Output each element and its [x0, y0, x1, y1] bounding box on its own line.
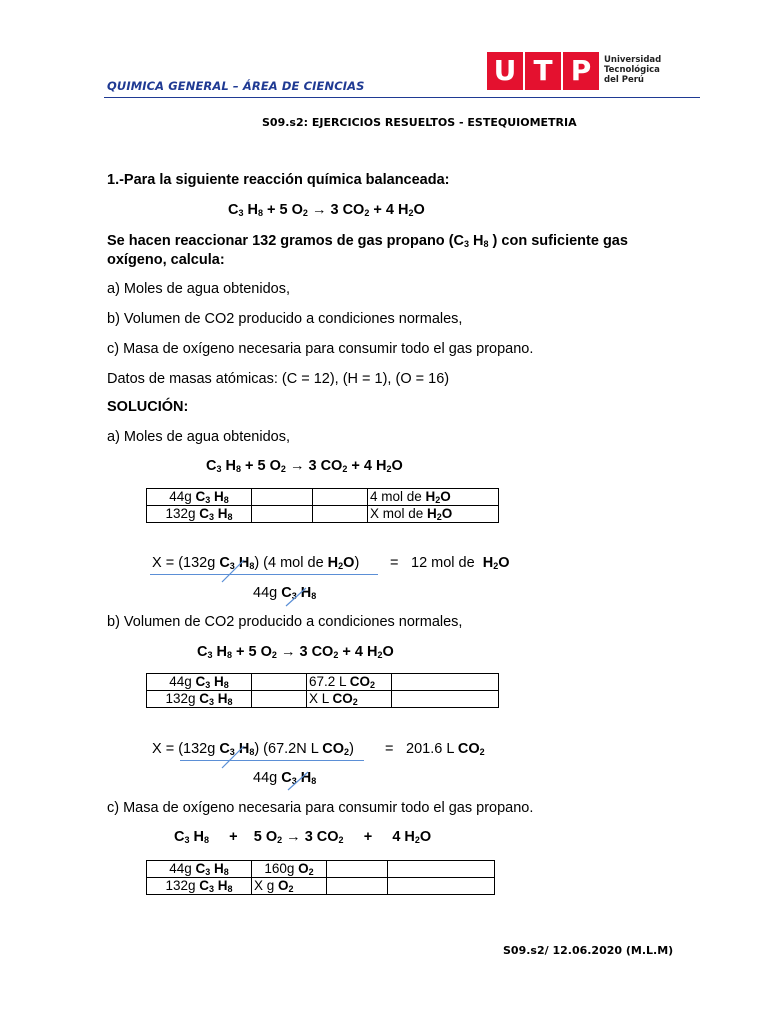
logo-letter-u: U [487, 52, 523, 90]
table-cell [252, 691, 307, 708]
problem-item-b: b) Volumen de CO2 producido a condiciones normales, [107, 311, 463, 327]
stoichiometry-table-c [146, 860, 495, 895]
table-cell: 67.2 L $CO_2$ [307, 674, 392, 691]
table-cell [313, 506, 368, 523]
result-b-equals: = [385, 741, 394, 757]
table-cell: X g $O_2$ [252, 878, 327, 895]
result-b-numerator: X = (132g $C_3$ $H_8$) (67.2N L $CO_2$) [152, 741, 354, 757]
table-cell [313, 489, 368, 506]
table-cell [252, 506, 313, 523]
table-cell: 160g $O_2$ [252, 861, 327, 878]
problem-statement: Se hacen reaccionar 132 gramos de gas propano ($C_3$ $H_8$ ) con suficiente gas oxígeno, calcula: [107, 233, 628, 268]
table-cell [327, 878, 388, 895]
header-divider [104, 97, 700, 98]
table-cell: 44g $C_3$ $H_8$ [147, 861, 252, 878]
atomic-masses: Datos de masas atómicas: (C = 12), (H = 1), (O = 16) [107, 371, 450, 387]
utp-logo [487, 52, 667, 92]
table-cell [252, 674, 307, 691]
table-row [147, 674, 499, 691]
table-cell [252, 489, 313, 506]
cancel-mark-a2 [284, 584, 314, 614]
table-cell [392, 691, 499, 708]
problem-item-a: a) Moles de agua obtenidos, [107, 281, 290, 297]
result-a-equals: = [390, 555, 399, 571]
logo-letter-t: T [525, 52, 561, 90]
table-cell [327, 861, 388, 878]
footer-reference: S09.s2/ 12.06.2020 (M.L.M) [503, 944, 674, 957]
result-b-value: 201.6 L $CO_2$ [406, 741, 485, 757]
solution-part-b-label: b) Volumen de CO2 producido a condiciones normales, [107, 614, 463, 630]
cancel-mark-b2 [286, 768, 316, 798]
reaction-equation-b: $C_3$ $H_8 + 5$ $O_2 \to 3$ $CO_2 + 4$ $H_2O$ [197, 644, 394, 660]
table-cell: X L $CO_2$ [307, 691, 392, 708]
table-row [147, 861, 495, 878]
logo-university-text: Universidad Tecnológica del Perú [604, 55, 662, 85]
table-cell: 4 mol de $H_2O$ [368, 489, 499, 506]
table-cell: 44g $C_3$ $H_8$ [147, 674, 252, 691]
reaction-equation: $C_3$ $H_8 + 5$ $O_2 \to 3$ $CO_2 + 4$ $H_2O$ [228, 202, 425, 218]
result-a-value: 12 mol de $H_2O$ [411, 555, 510, 571]
reaction-equation-c: $C_3$ $H_8$ + 5 $O_2 \to 3$ $CO_2$ + 4 $H_2O$ [174, 829, 432, 845]
solution-part-a-label: a) Moles de agua obtenidos, [107, 429, 290, 445]
table-cell: 132g $C_3$ $H_8$ [147, 506, 252, 523]
logo-letter-p: P [563, 52, 599, 90]
stoichiometry-table-b [146, 673, 499, 708]
table-cell: 132g $C_3$ $H_8$ [147, 691, 252, 708]
course-title: QUIMICA GENERAL – ÁREA DE CIENCIAS [107, 79, 365, 93]
solution-part-c-label: c) Masa de oxígeno necesaria para consumir todo el gas propano. [107, 800, 534, 816]
fraction-bar-b [180, 760, 364, 761]
document-subtitle: S09.s2: EJERCICIOS RESUELTOS - ESTEQUIOMETRIA [262, 116, 577, 129]
result-b-denominator: 44g $C_3$ $H_8$ [253, 770, 317, 786]
cancel-mark-b1 [220, 742, 250, 772]
table-row [147, 506, 499, 523]
table-row [147, 691, 499, 708]
stoichiometry-table-a [146, 488, 499, 523]
problem-heading: 1.-Para la siguiente reacción química balanceada: [107, 172, 450, 188]
solution-heading: SOLUCIÓN: [107, 399, 189, 415]
result-a-numerator: X = (132g $C_3$ $H_8$) (4 mol de $H_2O$) [152, 555, 360, 571]
table-cell [388, 878, 495, 895]
table-cell [388, 861, 495, 878]
reaction-equation-a: $C_3$ $H_8 + 5$ $O_2 \to 3$ $CO_2 + 4$ $H_2O$ [206, 458, 403, 474]
table-row [147, 489, 499, 506]
fraction-bar-a [150, 574, 378, 575]
problem-item-c: c) Masa de oxígeno necesaria para consumir todo el gas propano. [107, 341, 534, 357]
table-cell: 132g $C_3$ $H_8$ [147, 878, 252, 895]
result-a-denominator: 44g $C_3$ $H_8$ [253, 585, 317, 601]
cancel-mark-a1 [220, 556, 250, 586]
table-row [147, 878, 495, 895]
table-cell: X mol de $H_2O$ [368, 506, 499, 523]
table-cell [392, 674, 499, 691]
table-cell: 44g $C_3$ $H_8$ [147, 489, 252, 506]
